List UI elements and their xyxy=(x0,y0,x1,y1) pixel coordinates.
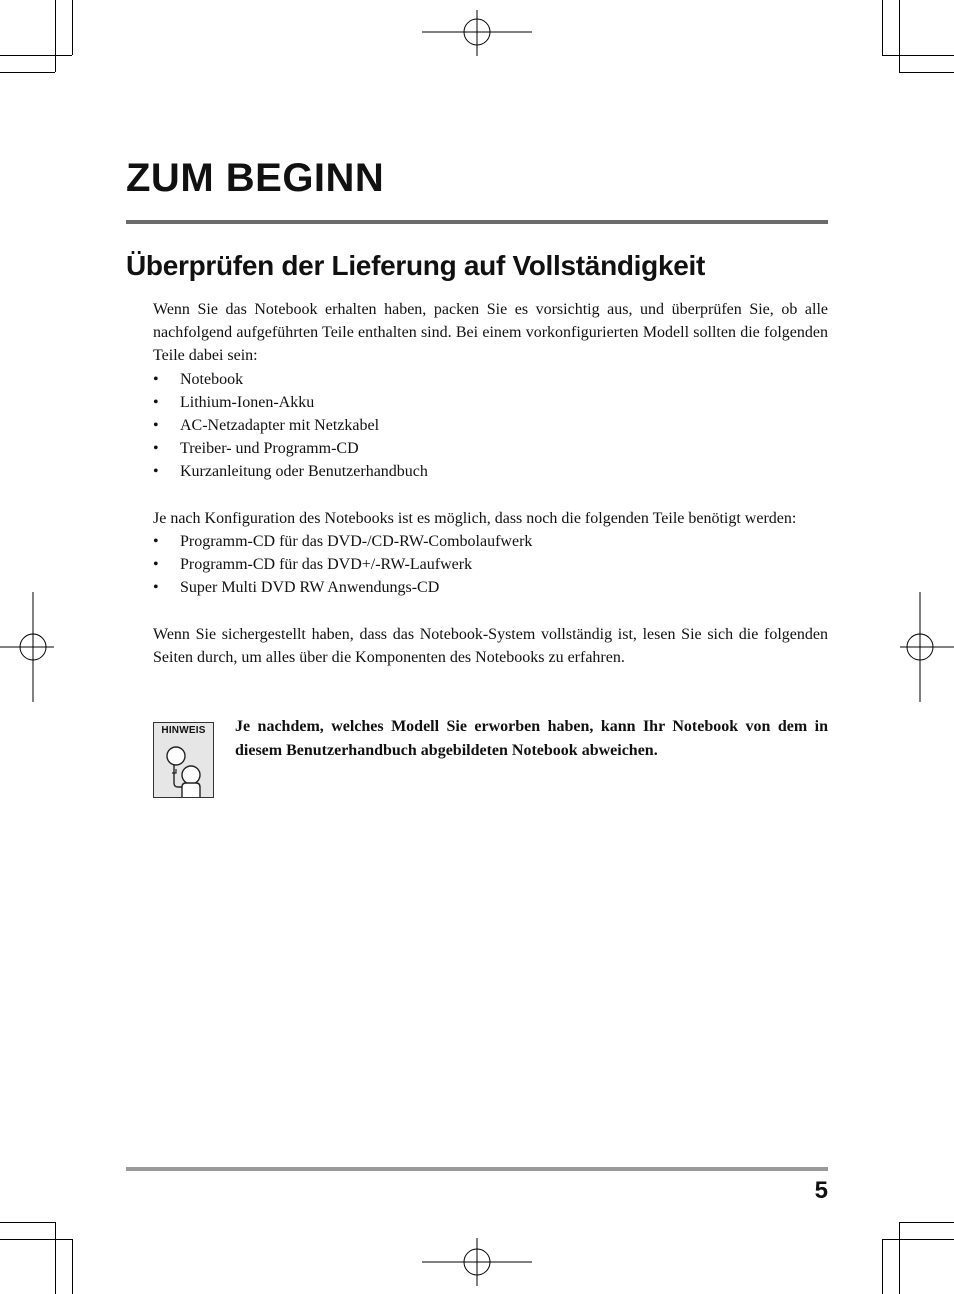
registration-mark-right xyxy=(898,590,954,704)
list-item: • Super Multi DVD RW Anwendungs-CD xyxy=(153,576,828,599)
page-number: 5 xyxy=(814,1177,828,1204)
note-icon-box xyxy=(153,722,214,798)
list-item: • Programm-CD für das DVD+/-RW-Laufwerk xyxy=(153,553,828,576)
optional-items-list xyxy=(153,530,828,600)
list-item: • AC-Netzadapter mit Netzkabel xyxy=(153,414,828,437)
note-label: HINWEIS xyxy=(161,725,206,736)
list-item: • Programm-CD für das DVD-/CD-RW-Combolaufwerk xyxy=(153,530,828,553)
pointing-person-icon xyxy=(162,743,206,797)
closing-paragraph: Wenn Sie sichergestellt haben, dass das Notebook-System vollständig ist, lesen Sie sich die folgenden Seiten durch, um alles über die Komponenten des Notebooks zu erfahren. xyxy=(153,625,828,667)
intro-paragraph: Wenn Sie das Notebook erhalten haben, packen Sie es vorsichtig aus, und überprüfen Sie, ob alle nachfolgend aufgeführten Teile enthalten sind. Bei einem vorkonfigurierten Modell sollten die folgenden Teile dabei sein: xyxy=(153,301,828,365)
registration-mark-left xyxy=(0,590,56,704)
registration-mark-bottom xyxy=(420,1238,534,1288)
list-item: • Lithium-Ionen-Akku xyxy=(153,391,828,414)
note-box xyxy=(153,715,828,763)
list-item: • Kurzanleitung oder Benutzerhandbuch xyxy=(153,460,828,483)
chapter-title: ZUM BEGINN xyxy=(126,156,385,200)
config-paragraph: Je nach Konfiguration des Notebooks ist es möglich, dass noch die folgenden Teile benötigt werden: xyxy=(153,509,797,527)
registration-mark-top xyxy=(420,10,534,58)
footer-rule xyxy=(126,1167,828,1171)
list-item: • Notebook xyxy=(153,368,828,391)
included-items-list xyxy=(153,368,828,484)
note-text: Je nachdem, welches Modell Sie erworben haben, kann Ihr Notebook von dem in diesem Benutzerhandbuch abgebildeten Notebook abweichen. xyxy=(235,718,828,759)
body-text xyxy=(153,298,828,669)
title-rule xyxy=(126,220,828,224)
section-title: Überprüfen der Lieferung auf Vollständigkeit xyxy=(126,250,706,281)
list-item: • Treiber- und Programm-CD xyxy=(153,437,828,460)
